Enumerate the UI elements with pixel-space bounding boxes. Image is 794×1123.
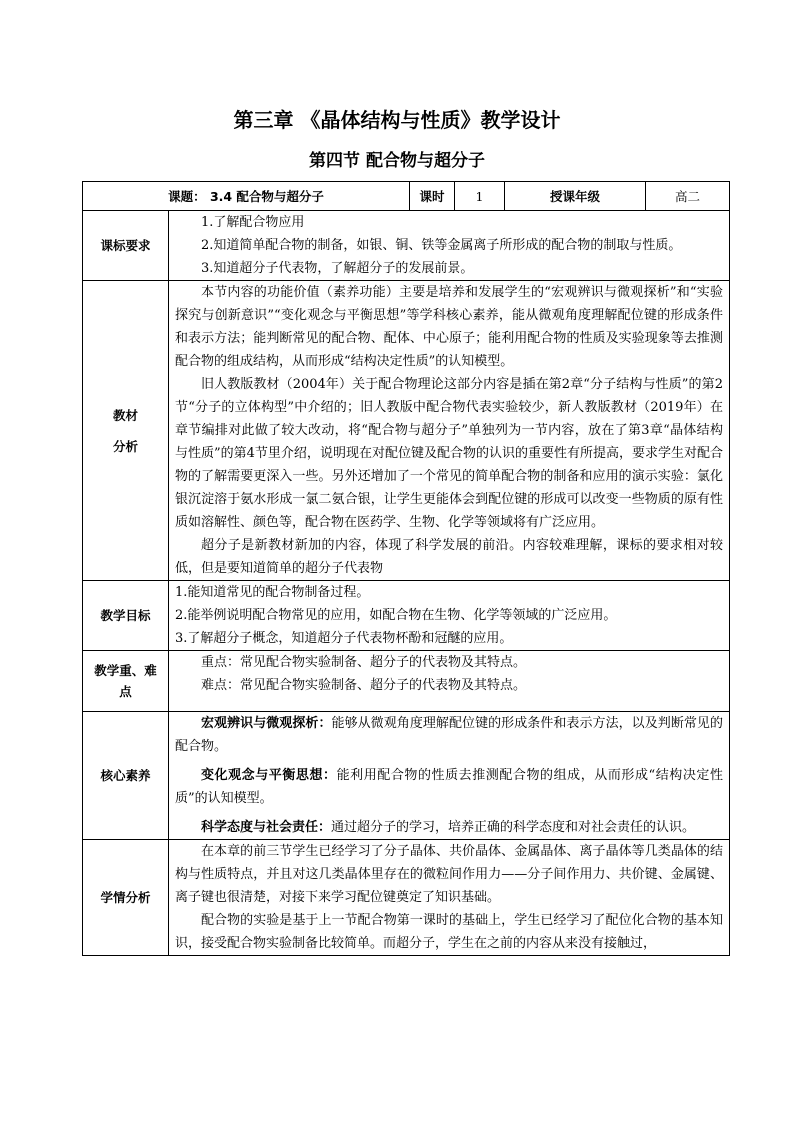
material-content	[169, 281, 730, 581]
hours-label: 课时	[410, 182, 455, 211]
students-content	[169, 840, 730, 956]
grade-value: 高二	[646, 182, 730, 211]
material-row	[83, 281, 730, 581]
literacy-text: 能够从微观角度理解配位键的形成条件和表示方法，以及判断常见的配合物。	[175, 716, 723, 754]
literacy-label: 核心素养	[83, 712, 169, 840]
standards-content	[169, 211, 730, 281]
literacy-item	[175, 816, 723, 839]
literacy-item	[175, 764, 723, 810]
standards-line: 1.了解配合物应用	[201, 215, 305, 230]
topic-label: 课题：	[168, 188, 206, 204]
material-paragraph: 超分子是新教材新加的内容，体现了科学发展的前沿。内容较难理解，课标的要求相对较低，但是要知道简单的超分子代表物	[175, 538, 723, 576]
lesson-plan-table	[82, 181, 730, 956]
students-row	[83, 840, 730, 956]
grade-label: 授课年级	[505, 182, 646, 211]
keypoints-content	[169, 651, 730, 712]
standards-label: 课标要求	[83, 211, 169, 281]
material-paragraph: 旧人教版教材（2004年）关于配合物理论这部分内容是插在第2章“分子结构与性质”的第2节“分子的立体构型”中介绍的；旧人教版中配合物代表实验较少，新人教版教材（2019年）在章节编排对此做了较大改动，将“配合物与超分子”单独列为一节内容，放在了第3章“晶体结构与性质”的第4节里介绍，说明现在对配位键及配合物的认识的重要性有所提高，要求学生对配合物的了解需要更深入一些。另外还增加了一个常见的简单配合物的制备和应用的演示实验：氯化银沉淀溶于氨水形成一氯二氨合银，让学生更能体会到配位键的形成可以改变一些物质的原有性质如溶解性、颜色等，配合物在医药学、生物、化学等领域将有广泛应用。	[175, 377, 723, 530]
keypoints-line: 难点：常见配合物实验制备、超分子的代表物及其特点。	[201, 678, 527, 693]
students-paragraph: 配合物的实验是基于上一节配合物第一课时的基础上，学生已经学习了配位化合物的基本知识，接受配合物实验制备比较简单。而超分子，学生在之前的内容从来没有接触过，	[175, 913, 723, 951]
keypoints-row	[83, 651, 730, 712]
literacy-content	[169, 712, 730, 840]
goals-row	[83, 581, 730, 651]
students-paragraph: 在本章的前三节学生已经学习了分子晶体、共价晶体、金属晶体、离子晶体等几类晶体的结构与性质特点，并且对这几类晶体里存在的微粒间作用力——分子间作用力、共价键、金属键、离子键也很清楚，对接下来学习配位键奠定了知识基础。	[175, 844, 723, 905]
standards-row	[83, 211, 730, 281]
goals-line: 3.了解超分子概念，知道超分子代表物杯酚和冠醚的应用。	[175, 631, 513, 646]
header-row	[83, 182, 730, 211]
material-label-line: 分析	[112, 438, 138, 454]
literacy-text: 能利用配合物的性质去推测配合物的组成，从而形成“结构决定性质”的认知模型。	[175, 768, 723, 806]
hours-value: 1	[455, 182, 505, 211]
material-label-line: 教材	[112, 407, 138, 423]
literacy-key: 变化观念与平衡思想：	[201, 768, 337, 783]
literacy-item	[175, 712, 723, 758]
keypoints-label-line: 点	[119, 684, 132, 699]
goals-line: 1.能知道常见的配合物制备过程。	[175, 585, 370, 600]
keypoints-label	[83, 651, 169, 712]
literacy-row	[83, 712, 730, 840]
topic-cell	[83, 182, 410, 211]
goals-content	[169, 581, 730, 651]
keypoints-label-line: 教学重、难	[94, 663, 157, 678]
material-label	[83, 281, 169, 581]
goals-line: 2.能举例说明配合物常见的应用，如配合物在生物、化学等领域的广泛应用。	[175, 608, 617, 623]
document-title: 第三章 《晶体结构与性质》教学设计	[233, 108, 561, 132]
keypoints-line: 重点：常见配合物实验制备、超分子的代表物及其特点。	[201, 655, 527, 670]
standards-line: 2.知道简单配合物的制备，如银、铜、铁等金属离子所形成的配合物的制取与性质。	[201, 238, 682, 253]
topic-value: 3.4 配合物与超分子	[209, 188, 324, 204]
literacy-key: 宏观辨识与微观探析：	[201, 716, 332, 731]
material-paragraph: 本节内容的功能价值（素养功能）主要是培养和发展学生的“宏观辨识与微观探析”和“实验探究与创新意识”“变化观念与平衡思想”等学科核心素养，能从微观角度理解配位键的形成条件和表示方法；能判断常见的配合物、配体、中心原子；能利用配合物的性质及实验现象等去推测配合物的组成结构，从而形成“结构决定性质”的认知模型。	[175, 285, 723, 369]
standards-line: 3.知道超分子代表物，了解超分子的发展前景。	[201, 261, 474, 276]
students-label: 学情分析	[83, 840, 169, 956]
literacy-text: 通过超分子的学习，培养正确的科学态度和对社会责任的认识。	[331, 820, 696, 835]
literacy-key: 科学态度与社会责任：	[201, 820, 332, 835]
section-subtitle: 第四节 配合物与超分子	[309, 151, 485, 171]
goals-label: 教学目标	[83, 581, 169, 651]
